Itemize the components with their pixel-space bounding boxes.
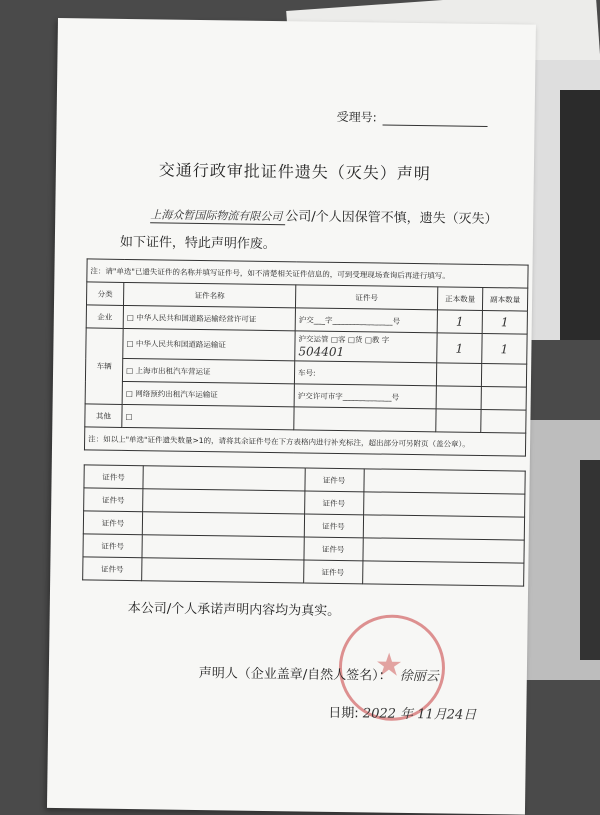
row-original: 1	[437, 333, 482, 364]
date-line	[328, 702, 476, 723]
header-number: 证件号	[295, 285, 437, 310]
row-number-handwritten: 504401	[298, 344, 345, 360]
row-name: □	[122, 404, 294, 429]
signer-line	[199, 662, 439, 684]
row-copy	[481, 409, 526, 433]
declaration-line-2: 如下证件，特此声明作废。	[119, 234, 276, 253]
row-copy	[481, 386, 526, 410]
cell-label: 证件号	[304, 514, 363, 538]
cell-label: 证件号	[303, 560, 362, 584]
handwritten-signature: 徐丽云	[399, 668, 439, 685]
row-copy: 1	[482, 333, 527, 364]
row-number: 沪交___字________________号	[295, 308, 437, 333]
date-handwritten: 2022 年 11月24日	[362, 706, 477, 723]
cell-value	[142, 512, 304, 537]
row-name: □ 网络预约出租汽车运输证	[122, 381, 294, 406]
cell-label: 证件号	[84, 488, 143, 512]
table-note-2: 注：如以上"单选"证件遗失数量>1的，请将其余证件号在下方表格内进行补充标注，超出部分可另附页（盖公章）。	[84, 427, 525, 456]
receipt-number	[337, 108, 488, 127]
cell-value	[362, 538, 524, 563]
certificate-table	[84, 258, 529, 456]
background-paper-lower-right	[520, 420, 600, 680]
receipt-label: 受理号:	[336, 109, 377, 125]
table-row	[83, 557, 524, 586]
cell-label: 证件号	[83, 534, 142, 558]
header-category: 分类	[86, 282, 123, 306]
row-category: 车辆	[85, 328, 123, 405]
date-label: 日期:	[328, 705, 359, 722]
cell-value	[143, 489, 305, 514]
table-note: 注：请"单选"已遗失证件的名称并填写证件号，如不清楚相关证件信息的，可到受理现场查询后再进行填写。	[87, 259, 528, 288]
declaration-document	[47, 18, 536, 815]
row-original	[436, 409, 481, 433]
row-name: □ 中华人民共和国道路运输经营许可证	[123, 305, 295, 330]
declaration-line-1	[150, 203, 498, 228]
row-copy: 1	[482, 310, 527, 334]
row-original	[436, 386, 481, 410]
cell-value	[142, 535, 304, 560]
row-number	[295, 331, 437, 363]
promise-statement: 本公司/个人承诺声明内容均为真实。	[127, 601, 341, 619]
cell-label: 证件号	[83, 511, 142, 535]
cell-label: 证件号	[83, 557, 142, 581]
cell-label: 证件号	[304, 468, 363, 492]
cell-value	[363, 469, 525, 494]
receipt-line	[383, 111, 488, 127]
supplementary-number-table	[82, 464, 526, 586]
cell-label: 证件号	[303, 537, 362, 561]
row-original	[436, 363, 481, 387]
signer-label: 声明人（企业盖章/自然人签名）：	[198, 666, 392, 684]
document-title: 交通行政审批证件遗失（灭失）声明	[158, 160, 431, 184]
row-number	[294, 407, 436, 432]
header-original: 正本数量	[437, 287, 482, 311]
row-number-prefix: 沪交运管 □客 □货 □教 字	[298, 334, 390, 345]
cell-value	[363, 515, 525, 540]
row-original: 1	[437, 310, 482, 334]
row-number: 沪交许可市字_____________号	[294, 384, 436, 409]
cell-label: 证件号	[84, 465, 143, 489]
row-number: 车号:	[294, 361, 436, 386]
cell-value	[143, 466, 305, 491]
header-copy: 副本数量	[482, 287, 527, 311]
row-category: 企业	[86, 305, 123, 329]
company-name-handwritten: 上海众暂国际物流有限公司	[150, 206, 285, 225]
header-name: 证件名称	[123, 282, 295, 307]
row-name: □ 上海市出租汽车营运证	[122, 358, 294, 383]
row-category: 其他	[85, 404, 122, 428]
declaration-suffix: 公司/个人因保管不慎，遗失（灭失）	[285, 209, 498, 228]
row-copy	[481, 363, 526, 387]
cell-value	[363, 492, 525, 517]
cell-value	[142, 558, 304, 583]
cell-value	[362, 561, 524, 586]
cell-label: 证件号	[304, 491, 363, 515]
row-name: □ 中华人民共和国道路运输证	[123, 328, 295, 360]
